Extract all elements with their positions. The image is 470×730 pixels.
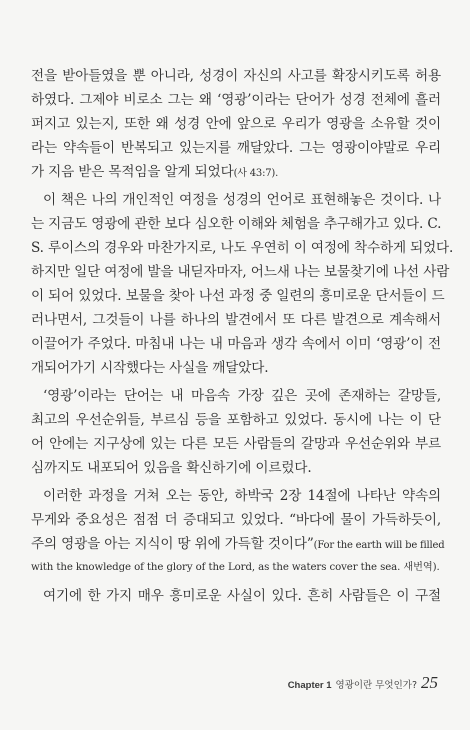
text-line: S. 루이스의 경우와 마찬가지로, 나도 우연히 이 여정에 착수하게 되었다. bbox=[31, 240, 454, 256]
text-line: 무게와 중요성은 점점 더 증대되고 있었다. “바다에 물이 가득하듯이, bbox=[31, 512, 441, 528]
page-number: 25 bbox=[421, 673, 438, 692]
text-line: 심까지도 내포되어 있음을 확신하기에 이르렀다. bbox=[31, 460, 312, 476]
page-footer bbox=[288, 673, 438, 703]
text-line: 는 지금도 영광에 관한 보다 심오한 이해와 체험을 추구해가고 있다. C. bbox=[31, 216, 442, 232]
english-quote: (For the earth will be filled bbox=[313, 540, 445, 551]
paragraph-first-line: 여기에 한 가지 매우 흥미로운 사실이 있다. 흔히 사람들은 이 구절 bbox=[43, 588, 441, 604]
chapter-title: 영광이란 무엇인가? bbox=[335, 680, 417, 691]
paragraph-first-line: 이 책은 나의 개인적인 여정을 성경의 언어로 표현해놓은 것이다. 나 bbox=[43, 192, 441, 208]
text-line: 러나면서, 그것들이 나를 하나의 발견에서 또 다른 발견으로 계속해서 bbox=[31, 312, 441, 328]
english-quote-line: with the knowledge of the glory of the Lord, as the waters cover the sea. 새번역). bbox=[31, 562, 440, 573]
chapter-label: Chapter 1 bbox=[287, 680, 332, 691]
paragraph-first-line: 이러한 과정을 거쳐 오는 동안, 하박국 2장 14절에 나타난 약속의 bbox=[43, 488, 441, 504]
paragraph-first-line: ‘영광’이라는 단어는 내 마음속 가장 깊은 곳에 존재하는 갈망들, bbox=[43, 388, 441, 404]
scripture-reference: (사 43:7). bbox=[233, 168, 279, 179]
text-line: 이 되어 있었다. 보물을 찾아 나선 과정 중 일련의 흥미로운 단서들이 드 bbox=[31, 288, 445, 304]
text-line: 퍼지고 있는지, 또한 왜 성경 안에 앞으로 우리가 영광을 소유할 것이 bbox=[31, 116, 441, 132]
text-line: 주의 영광을 아는 지식이 땅 위에 가득할 것이다”(For the earth will be filled bbox=[31, 536, 445, 552]
text-line: 하지만 일단 여정에 발을 내딛자마자, 어느새 나는 보물찾기에 나선 사람 bbox=[31, 264, 450, 280]
text-line: 하였다. 그제야 비로소 그는 왜 ‘영광’이라는 단어가 성경 전체에 흘러 bbox=[31, 92, 441, 108]
text-line: 라는 약속들이 반복되고 있는지를 깨달았다. 그는 영광이야말로 우리 bbox=[31, 140, 441, 156]
text-line: 최고의 우선순위들, 부르심 등을 포함하고 있었다. 동시에 나는 이 단 bbox=[31, 412, 441, 428]
text-line: 이끌어가 주었다. 마침내 나는 내 마음과 생각 속에서 이미 ‘영광’이 전 bbox=[31, 336, 441, 352]
text-line: 전을 받아들였을 뿐 아니라, 성경이 자신의 사고를 확장시키도록 허용 bbox=[31, 68, 441, 84]
text-line: 가 지음 받은 목적임을 알게 되었다(사 43:7). bbox=[31, 164, 279, 180]
text-line: 어 안에는 지구상에 있는 다른 모든 사람들의 갈망과 우선순위와 부르 bbox=[31, 436, 441, 452]
text-line: 개되어가기 시작했다는 사실을 깨달았다. bbox=[31, 360, 269, 376]
